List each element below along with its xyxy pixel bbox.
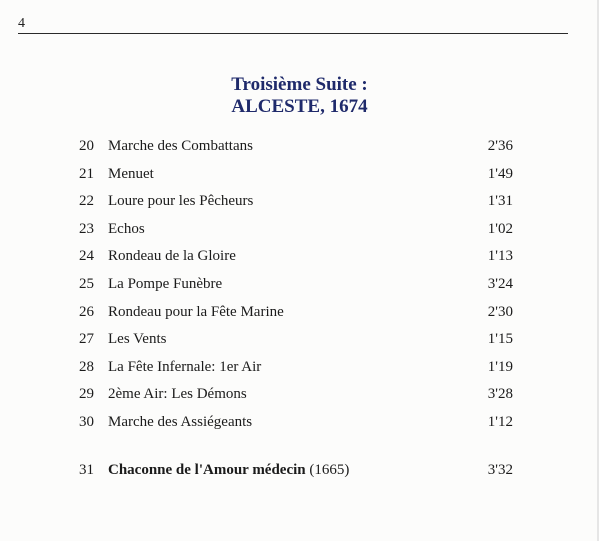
track-row-final xyxy=(0,459,599,481)
track-number: 30 xyxy=(79,414,94,430)
track-number: 27 xyxy=(79,331,94,348)
track-title: La Fête Infernale: 1er Air xyxy=(108,358,262,375)
track-duration: 1'02 xyxy=(487,220,513,237)
track-row xyxy=(0,411,599,433)
suite-title-line1: Troisième Suite : xyxy=(231,74,368,95)
track-title xyxy=(108,459,349,481)
track-title-bold: Chaconne de l'Amour médecin xyxy=(108,461,306,478)
track-number: 21 xyxy=(79,165,94,182)
track-title: Marche des Assiégeants xyxy=(108,414,253,430)
track-row xyxy=(0,356,599,378)
track-title: Rondeau pour la Fête Marine xyxy=(108,303,284,320)
page-number: 4 xyxy=(18,16,25,31)
suite-title-line2: ALCESTE, 1674 xyxy=(231,96,368,117)
track-title: La Pompe Funèbre xyxy=(108,276,223,292)
track-title: 2ème Air: Les Démons xyxy=(108,386,247,403)
track-duration: 1'19 xyxy=(487,358,513,375)
suite-title xyxy=(0,74,599,118)
track-duration: 1'31 xyxy=(487,193,513,210)
track-number: 26 xyxy=(79,303,94,320)
track-number: 23 xyxy=(79,220,94,237)
track-duration: 3'28 xyxy=(487,386,513,403)
track-row xyxy=(0,218,599,240)
track-row xyxy=(0,190,599,212)
track-title: Menuet xyxy=(108,165,154,182)
track-row xyxy=(0,135,599,157)
track-number: 20 xyxy=(79,138,94,154)
track-title: Echos xyxy=(108,220,145,237)
track-title: Loure pour les Pêcheurs xyxy=(108,193,254,210)
track-row xyxy=(0,328,599,350)
track-duration: 1'12 xyxy=(487,414,513,430)
track-duration: 1'49 xyxy=(487,165,513,182)
track-number: 24 xyxy=(79,248,94,265)
track-row xyxy=(0,383,599,405)
track-title: Marche des Combattans xyxy=(108,138,253,154)
track-title: Les Vents xyxy=(108,331,167,348)
track-number: 22 xyxy=(79,193,94,210)
track-number: 28 xyxy=(79,358,94,375)
track-title: Rondeau de la Gloire xyxy=(108,248,236,265)
track-number: 25 xyxy=(79,276,94,292)
track-duration: 1'13 xyxy=(487,248,513,265)
track-number: 29 xyxy=(79,386,94,403)
track-number: 31 xyxy=(79,461,94,478)
track-row xyxy=(0,273,599,295)
track-row xyxy=(0,245,599,267)
track-duration: 3'24 xyxy=(487,276,513,292)
track-row xyxy=(0,301,599,323)
header-rule xyxy=(18,33,568,34)
track-title-year: (1665) xyxy=(305,461,350,478)
track-duration: 2'36 xyxy=(487,138,513,154)
track-duration: 3'32 xyxy=(487,461,513,478)
track-duration: 1'15 xyxy=(487,331,513,348)
track-row xyxy=(0,163,599,185)
track-duration: 2'30 xyxy=(487,303,513,320)
